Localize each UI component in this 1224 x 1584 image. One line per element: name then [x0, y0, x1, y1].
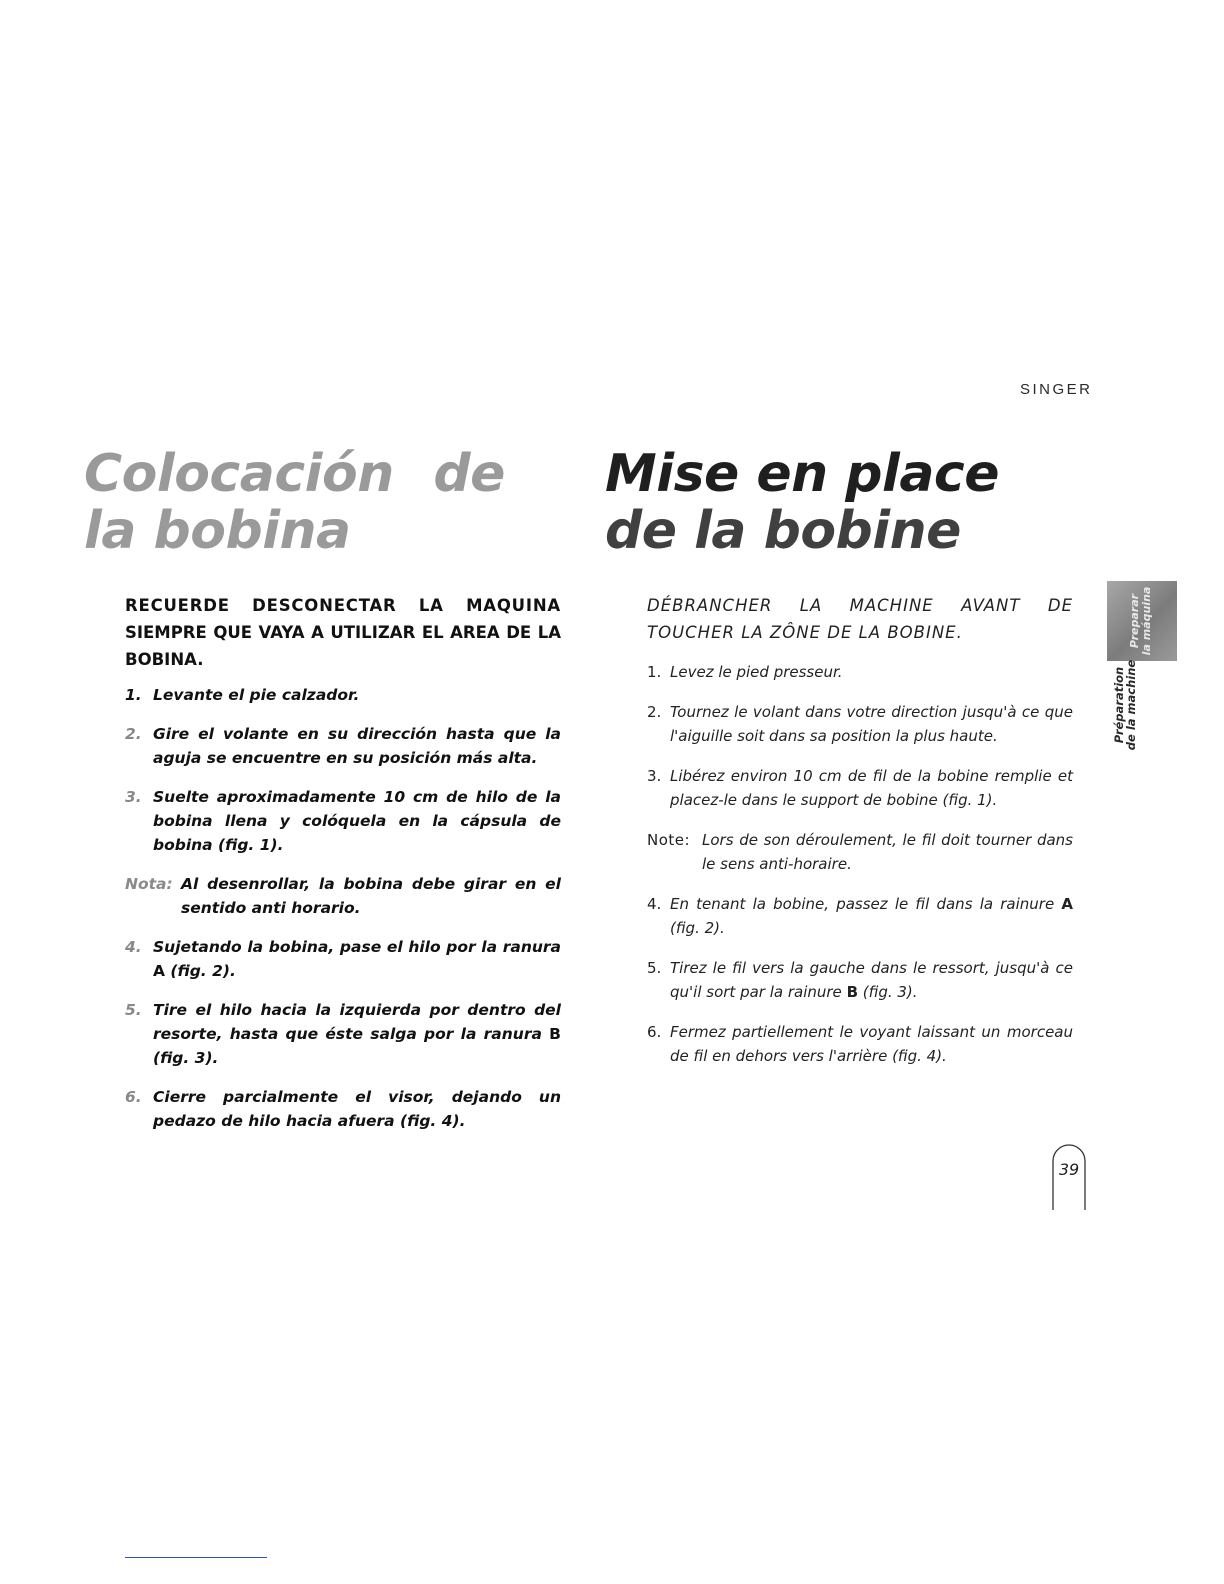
step-text: Gire el volante en su dirección hasta que la aguja se encuentre en su posición más alta. — [153, 725, 561, 767]
footer-rule — [125, 1557, 267, 1558]
step-text: Tournez le volant dans votre direction jusqu'à ce que l'aiguille soit dans sa position la plus haute. — [670, 703, 1073, 745]
step-number: 6. — [647, 1023, 662, 1041]
step-text: Levez le pied presseur. — [670, 663, 843, 681]
section-tab-text — [1129, 587, 1153, 656]
french-step-1 — [647, 660, 1073, 684]
step-number: 2. — [125, 725, 142, 743]
step-figure-ref: (fig. 2). — [170, 962, 236, 980]
step-number: 5. — [647, 959, 662, 977]
french-steps — [647, 660, 1073, 812]
step-number: 1. — [125, 686, 142, 704]
groove-letter-b: B — [549, 1025, 561, 1043]
spanish-steps-continued — [125, 935, 561, 1133]
section-label-line2: de la machine — [1124, 659, 1138, 751]
french-step-4 — [647, 892, 1073, 940]
french-step-2 — [647, 700, 1073, 748]
step-number: 2. — [647, 703, 662, 721]
spanish-note — [125, 872, 561, 920]
step-text: Libérez environ 10 cm de fil de la bobine remplie et placez-le dans le support de bobine (fig. 1). — [670, 767, 1073, 809]
section-tab — [1107, 581, 1177, 661]
step-figure-ref: (fig. 3). — [153, 1049, 219, 1067]
step-text: Sujetando la bobina, pase el hilo por la ranura — [153, 938, 561, 956]
french-note-text: Lors de son déroulement, le fil doit tourner dans le sens anti-horaire. — [702, 831, 1073, 873]
groove-letter-a: A — [1061, 895, 1073, 913]
step-text: Suelte aproximadamente 10 cm de hilo de la bobina llena y colóquela en la cápsula de bobina (fig. 1). — [153, 788, 561, 854]
french-title-line1: Mise en place — [605, 444, 1000, 504]
step-text: Levante el pie calzador. — [153, 686, 360, 704]
french-title — [605, 446, 999, 560]
french-steps-continued — [647, 892, 1073, 1068]
section-label — [1113, 660, 1137, 750]
step-text: En tenant la bobine, passez le fil dans la rainure — [670, 895, 1055, 913]
step-number: 3. — [647, 767, 662, 785]
step-number: 5. — [125, 1001, 142, 1019]
spanish-title-line2: la bobina — [84, 501, 351, 561]
spanish-step-4 — [125, 935, 561, 983]
section-tab-line2: la máquina — [1140, 586, 1153, 656]
step-text: Tire el hilo hacia la izquierda por dentro del resorte, hasta que éste salga por la ranura — [153, 1001, 561, 1043]
french-note — [647, 828, 1073, 876]
brand-logo: SINGER — [1020, 381, 1093, 398]
spanish-step-6 — [125, 1085, 561, 1133]
page-number-badge — [1052, 1143, 1084, 1209]
french-warning: DÉBRANCHER LA MACHINE AVANT DE TOUCHER LA ZÔNE DE LA BOBINE. — [647, 596, 1073, 642]
spanish-note-text: Al desenrollar, la bobina debe girar en el sentido anti horario. — [181, 875, 561, 917]
french-step-6 — [647, 1020, 1073, 1068]
groove-letter-b: B — [846, 983, 858, 1001]
step-text: Tirez le fil vers la gauche dans le ressort, jusqu'à ce qu'il sort par la rainure — [670, 959, 1073, 1001]
step-text: Cierre parcialmente el visor, dejando un pedazo de hilo hacia afuera (fig. 4). — [153, 1088, 561, 1130]
spanish-title-line1: Colocación de — [84, 444, 505, 504]
spanish-step-3 — [125, 785, 561, 857]
french-note-label: Note: — [647, 831, 691, 849]
french-title-line2: de la bobine — [605, 501, 961, 561]
spanish-warning — [125, 592, 561, 673]
step-text: Fermez partiellement le voyant laissant un morceau de fil en dehors vers l'arrière (fig. 4). — [670, 1023, 1073, 1065]
french-step-3 — [647, 764, 1073, 812]
step-number: 1. — [647, 663, 662, 681]
step-number: 4. — [125, 938, 142, 956]
step-number: 4. — [647, 895, 662, 913]
french-step-5 — [647, 956, 1073, 1004]
french-column — [647, 592, 1073, 1084]
section-label-line1: Préparation — [1112, 666, 1126, 744]
groove-letter-a: A — [153, 962, 165, 980]
spanish-warning-first-line: RECUERDE DESCONECTAR LA MAQUINA — [125, 596, 561, 615]
section-tab-line1: Preparar — [1128, 593, 1141, 649]
page-number: 39 — [1058, 1160, 1080, 1179]
step-number: 3. — [125, 788, 142, 806]
step-figure-ref: (fig. 2). — [670, 919, 725, 937]
spanish-step-5 — [125, 998, 561, 1070]
spanish-title — [84, 446, 505, 560]
spanish-warning-rest: SIEMPRE QUE VAYA A UTILIZAR EL AREA DE LA BOBINA. — [125, 623, 561, 669]
spanish-steps — [125, 683, 561, 857]
spanish-step-1 — [125, 683, 561, 707]
step-figure-ref: (fig. 3). — [862, 983, 918, 1001]
spanish-column — [125, 592, 561, 1148]
spanish-step-2 — [125, 722, 561, 770]
step-number: 6. — [125, 1088, 142, 1106]
spanish-note-label: Nota: — [125, 875, 173, 893]
